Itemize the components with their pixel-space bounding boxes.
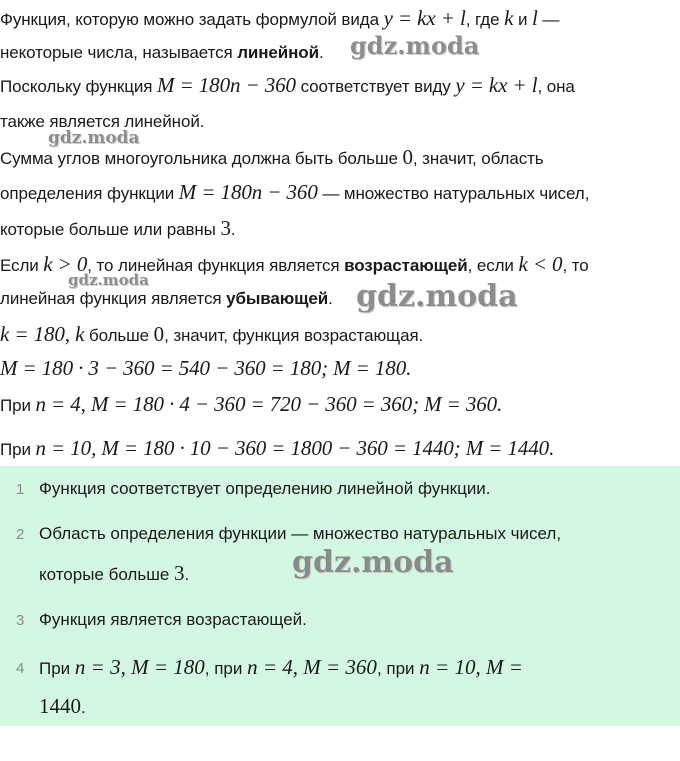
text: , при xyxy=(376,659,415,678)
formula: y = kx + l xyxy=(383,6,466,30)
formula: M = 180n − 360 xyxy=(178,180,318,204)
text: , то линейная функция является xyxy=(87,256,340,275)
text: При xyxy=(39,659,71,678)
text: — множество натуральных чисел, xyxy=(322,184,590,203)
text: определения функции xyxy=(0,184,175,203)
formula: n = 10, M = 180 · 10 − 360 = 1800 − 360 = 1440; M = 1440. xyxy=(35,436,555,460)
text: Поскольку функция xyxy=(0,77,153,96)
list-number: 3 xyxy=(16,612,25,629)
watermark: gdz.moda xyxy=(68,271,149,289)
list-item-continuation xyxy=(39,561,189,587)
list-number: 1 xyxy=(16,481,25,498)
watermark: gdz.moda xyxy=(350,31,480,60)
answer-summary-box xyxy=(0,466,680,726)
bold-term-decreasing: убывающей xyxy=(226,289,329,308)
list-item xyxy=(39,608,307,632)
text: , где xyxy=(465,10,500,29)
formula: 0 xyxy=(153,322,165,346)
text: , при xyxy=(204,659,243,678)
text: соответствует виду xyxy=(300,77,451,96)
text: . xyxy=(318,43,324,62)
text: некоторые числа, называется xyxy=(0,43,233,62)
text: При xyxy=(0,396,31,415)
list-number: 4 xyxy=(16,660,25,677)
text: также является линейной. xyxy=(0,112,205,131)
text: Сумма углов многоугольника должна быть больше xyxy=(0,149,398,168)
bold-term-linear: линейной xyxy=(237,43,319,62)
text: , значит, область xyxy=(412,149,544,168)
text: и xyxy=(517,10,528,29)
text: линейная функция является xyxy=(0,289,222,308)
formula: n = 4, M = 360 xyxy=(247,655,377,679)
formula: n = 4, M = 180 · 4 − 360 = 720 − 360 = 360; M = 360. xyxy=(35,392,503,416)
text: Функция соответствует определению линейной функции. xyxy=(39,479,491,498)
list-item-continuation xyxy=(39,694,86,720)
watermark: gdz.moda xyxy=(356,279,518,314)
formula: k xyxy=(504,6,514,30)
watermark: gdz.moda xyxy=(48,128,140,148)
text: Функция, которую можно задать формулой вида xyxy=(0,10,379,29)
list-item xyxy=(39,655,523,681)
text: . xyxy=(328,289,333,308)
paragraph-monotonic-line2 xyxy=(0,287,333,311)
formula: k > 0 xyxy=(43,252,88,276)
formula: 3 xyxy=(174,561,185,585)
paragraph-k-value xyxy=(0,322,423,348)
equation-n10 xyxy=(0,436,554,462)
formula: 0 xyxy=(402,145,413,169)
watermark: gdz.moda xyxy=(292,545,454,580)
formula: M = 180n − 360 xyxy=(157,73,296,97)
text: которые больше xyxy=(39,565,170,584)
paragraph-domain-line2 xyxy=(0,180,589,206)
text: При xyxy=(0,440,31,459)
text: которые больше или равны xyxy=(0,220,216,239)
text: , если xyxy=(467,256,514,275)
text: Область определения функции — множество натуральных чисел, xyxy=(39,524,562,543)
text: , значит, функция возрастающая. xyxy=(164,326,424,345)
text: . xyxy=(230,220,236,239)
text: . xyxy=(81,698,86,717)
formula: k = 180, k xyxy=(0,322,85,346)
equation-n4 xyxy=(0,392,502,418)
text: Функция является возрастающей. xyxy=(39,610,307,629)
text: , она xyxy=(537,77,575,96)
formula: y = kx + l xyxy=(455,73,538,97)
paragraph-domain-line1 xyxy=(0,145,544,171)
equation-n3 xyxy=(0,356,411,382)
text: Если xyxy=(0,256,39,275)
text: , то xyxy=(562,256,589,275)
formula: k < 0 xyxy=(518,252,563,276)
text: — xyxy=(542,10,560,29)
formula: n = 3, M = 180 xyxy=(74,655,205,679)
formula: 1440 xyxy=(39,694,81,718)
formula: 3 xyxy=(220,216,231,240)
bold-term-increasing: возрастающей xyxy=(344,256,468,275)
paragraph-function-linear-line1 xyxy=(0,73,575,99)
formula: l xyxy=(531,6,538,30)
paragraph-linear-definition-line1 xyxy=(0,6,559,32)
list-item xyxy=(39,522,561,546)
text: . xyxy=(184,565,190,584)
text: больше xyxy=(88,326,150,345)
list-number: 2 xyxy=(16,526,25,543)
paragraph-linear-definition-line2 xyxy=(0,41,324,65)
formula: n = 10, M = xyxy=(419,655,523,679)
formula: M = 180 · 3 − 360 = 540 − 360 = 180; M = 180. xyxy=(0,356,412,380)
paragraph-domain-line3 xyxy=(0,216,235,242)
list-item xyxy=(39,477,491,501)
